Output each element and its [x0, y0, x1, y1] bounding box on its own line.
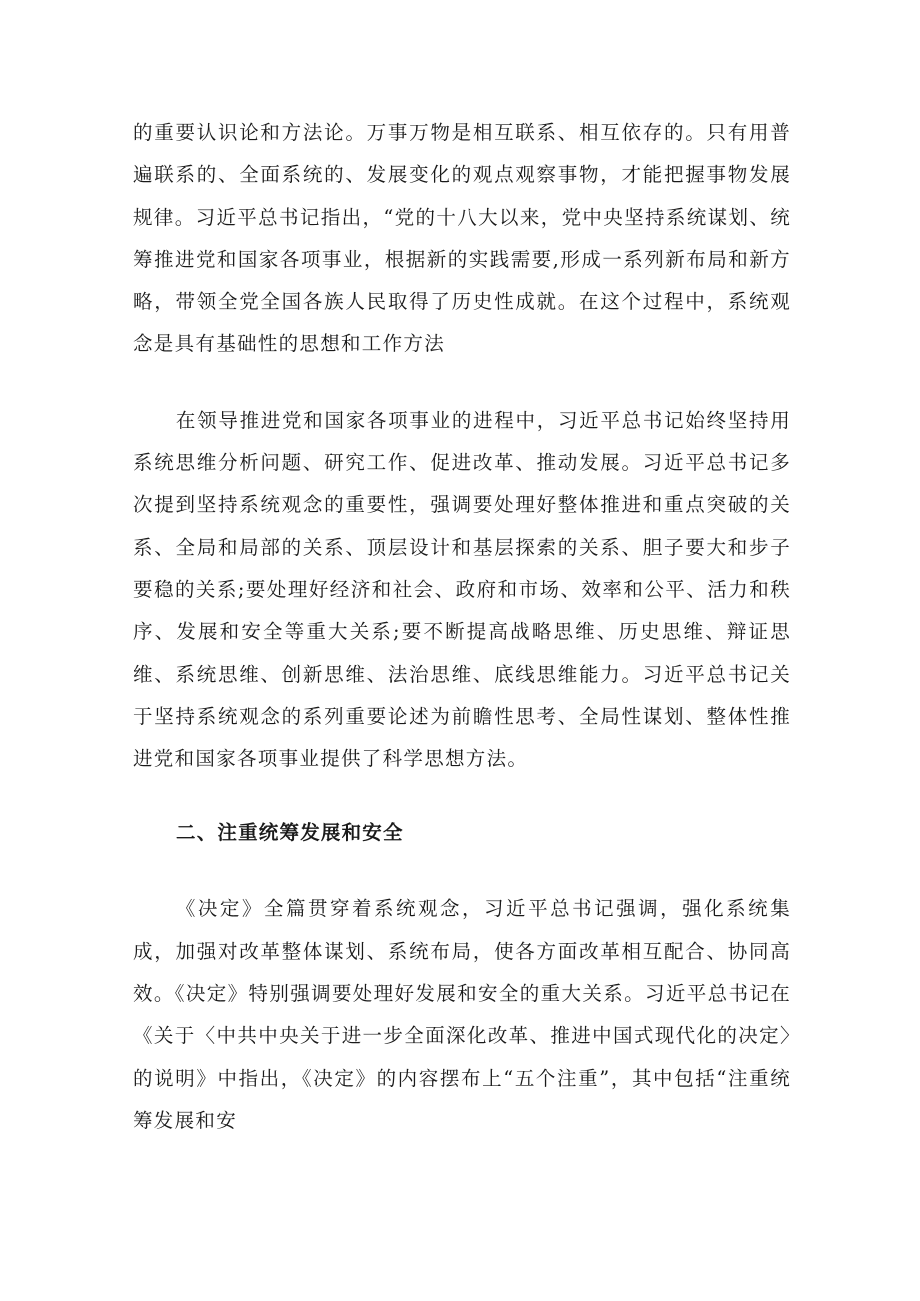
- paragraph-1: 的重要认识论和方法论。万事万物是相互联系、相互依存的。只有用普遍联系的、全面系统的、发展变化的观点观察事物，才能把握事物发展规律。习近平总书记指出，“党的十八大以来，党中央坚持系统谋划、统筹推进党和国家各项事业，根据新的实践需要,形成一系列新布局和新方略，带领全党全国各族人民取得了历史性成就。在这个过程中，系统观念是具有基础性的思想和工作方法: [133, 121, 791, 356]
- document-page: [133, 112, 791, 1142]
- paragraph-2: 在领导推进党和国家各项事业的进程中，习近平总书记始终坚持用系统思维分析问题、研究工作、促进改革、推动发展。习近平总书记多次提到坚持系统观念的重要性，强调要处理好整体推进和重点突破的关系、全局和局部的关系、顶层设计和基层探索的关系、胆子要大和步子要稳的关系;要处理好经济和社会、政府和市场、效率和公平、活力和秩序、发展和安全等重大关系;要不断提高战略思维、历史思维、辩证思维、系统思维、创新思维、法治思维、底线思维能力。习近平总书记关于坚持系统观念的系列重要论述为前瞻性思考、全局性谋划、整体性推进党和国家各项事业提供了科学思想方法。: [133, 408, 791, 771]
- paragraph-3: 《决定》全篇贯穿着系统观念，习近平总书记强调，强化系统集成，加强对改革整体谋划、系统布局，使各方面改革相互配合、协同高效。《决定》特别强调要处理好发展和安全的重大关系。习近平总书记在《关于〈中共中央关于进一步全面深化改革、推进中国式现代化的决定〉的说明》中指出，《决定》的内容摆布上“五个注重”，其中包括“注重统筹发展和安: [133, 897, 791, 1132]
- section-heading: 二、注重统筹发展和安全: [176, 821, 404, 845]
